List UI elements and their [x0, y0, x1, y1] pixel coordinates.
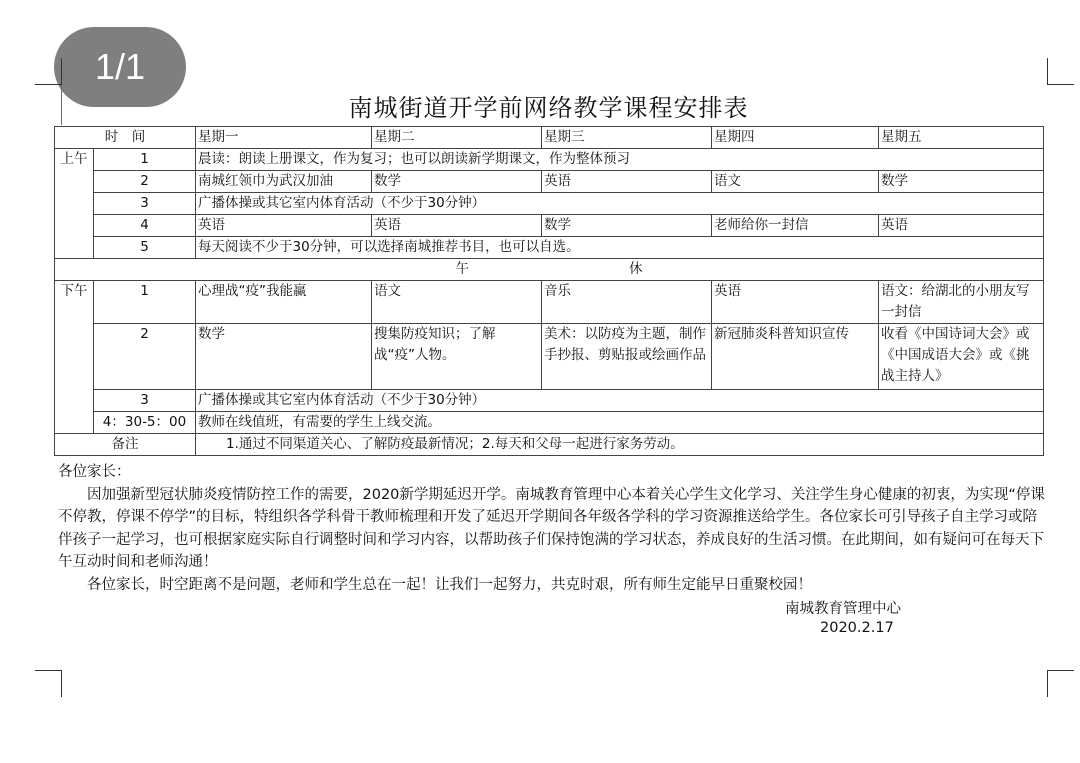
header-time: 时 间	[55, 127, 196, 149]
noon-break-row	[55, 259, 1044, 281]
letter-signature: 南城教育管理中心	[785, 601, 901, 617]
schedule-table	[54, 126, 1044, 456]
table-cell: 数学	[879, 171, 1044, 193]
table-row	[55, 324, 1044, 390]
table-cell: 收看《中国诗词大会》或《中国成语大会》或《挑战主持人》	[879, 324, 1044, 390]
parent-letter	[58, 461, 1048, 596]
table-cell: 新冠肺炎科普知识宣传	[712, 324, 879, 390]
remarks-label: 备注	[55, 434, 196, 456]
row-number: 3	[94, 390, 196, 412]
noon-left: 午	[455, 261, 469, 277]
period-label-morning: 上午	[55, 149, 94, 259]
table-row	[55, 193, 1044, 215]
crop-mark-top-right	[1047, 58, 1074, 85]
noon-right: 休	[629, 261, 643, 277]
period-label-afternoon: 下午	[55, 281, 94, 434]
row-number: 1	[94, 149, 196, 171]
crop-mark-top-left	[35, 58, 62, 85]
table-cell: 音乐	[542, 281, 712, 324]
table-row	[55, 149, 1044, 171]
noon-break-cell	[55, 259, 1044, 281]
merged-cell: 广播体操或其它室内体育活动（不少于30分钟）	[196, 193, 1044, 215]
table-cell: 搜集防疫知识；了解战“疫”人物。	[372, 324, 542, 390]
crop-mark-bottom-left	[35, 670, 62, 697]
table-row	[55, 237, 1044, 259]
table-cell: 英语	[196, 215, 372, 237]
table-cell: 英语	[542, 171, 712, 193]
table-row	[55, 412, 1044, 434]
table-row	[55, 281, 1044, 324]
table-row	[55, 171, 1044, 193]
header-day: 星期三	[542, 127, 712, 149]
table-cell: 语文	[372, 281, 542, 324]
letter-paragraph: 因加强新型冠状肺炎疫情防控工作的需要，2020新学期延迟开学。南城教育管理中心本着关心学生文化学习、关注学生身心健康的初衷，为实现“停课不停教，停课不停学”的目标，特组织各学科骨干教师梳理和开发了延迟开学期间各年级各学科的学习资源推送给学生。各位家长可引导孩子自主学习或陪伴孩子一起学习，也可根据家庭实际自行调整时间和学习内容，以帮助孩子们保持饱满的学习状态，养成良好的生活习惯。在此期间，如有疑问可在每天下午互动时间和老师沟通！	[58, 486, 1045, 570]
row-number: 3	[94, 193, 196, 215]
table-cell: 美术：以防疫为主题，制作手抄报、剪贴报或绘画作品	[542, 324, 712, 390]
table-cell: 数学	[196, 324, 372, 390]
row-number: 1	[94, 281, 196, 324]
letter-salutation: 各位家长：	[58, 464, 131, 480]
letter-paragraph: 各位家长，时空距离不是问题，老师和学生总在一起！让我们一起努力，共克时艰，所有师生定能早日重聚校园！	[87, 576, 812, 593]
table-cell: 英语	[712, 281, 879, 324]
table-cell: 数学	[372, 171, 542, 193]
table-cell: 语文	[712, 171, 879, 193]
document-title: 南城街道开学前网络教学课程安排表	[348, 94, 749, 122]
row-number: 2	[94, 324, 196, 390]
table-cell: 老师给你一封信	[712, 215, 879, 237]
crop-mark-bottom-right	[1047, 670, 1074, 697]
remarks-text: 1.通过不同渠道关心、了解防疫最新情况；2.每天和父母一起进行家务劳动。	[196, 434, 1044, 456]
table-cell: 英语	[879, 215, 1044, 237]
table-row	[55, 215, 1044, 237]
header-day: 星期一	[196, 127, 372, 149]
header-day: 星期四	[712, 127, 879, 149]
table-cell: 南城红领巾为武汉加油	[196, 171, 372, 193]
letter-date: 2020.2.17	[820, 620, 894, 636]
header-day: 星期五	[879, 127, 1044, 149]
table-cell: 数学	[542, 215, 712, 237]
table-header-row	[55, 127, 1044, 149]
table-cell: 心理战“疫”我能赢	[196, 281, 372, 324]
row-number: 5	[94, 237, 196, 259]
remarks-row	[55, 434, 1044, 456]
table-cell: 语文：给湖北的小朋友写一封信	[879, 281, 1044, 324]
row-number: 2	[94, 171, 196, 193]
merged-cell: 每天阅读不少于30分钟，可以选择南城推荐书目，也可以自选。	[196, 237, 1044, 259]
table-cell: 英语	[372, 215, 542, 237]
office-hours-text: 教师在线值班，有需要的学生上线交流。	[196, 412, 1044, 434]
merged-cell: 广播体操或其它室内体育活动（不少于30分钟）	[196, 390, 1044, 412]
office-hours-time: 4：30-5：00	[94, 412, 196, 434]
row-number: 4	[94, 215, 196, 237]
header-day: 星期二	[372, 127, 542, 149]
table-row	[55, 390, 1044, 412]
merged-cell: 晨读：朗读上册课文，作为复习；也可以朗读新学期课文，作为整体预习	[196, 149, 1044, 171]
page-indicator[interactable]: 1/1	[54, 27, 186, 107]
